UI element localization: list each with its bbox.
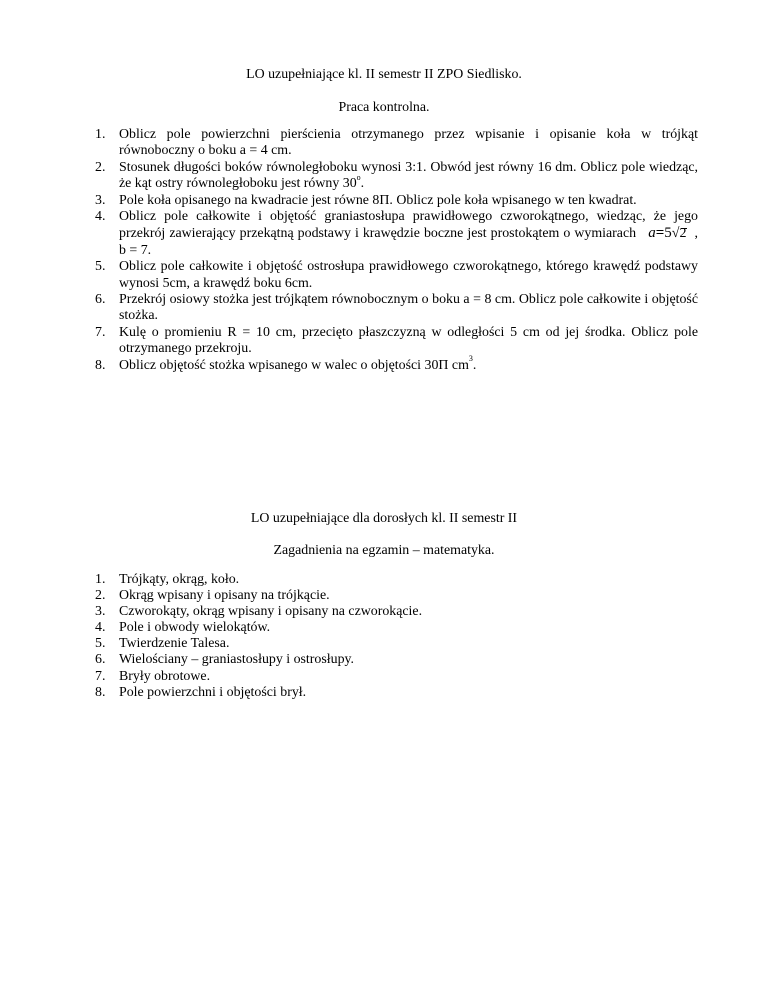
section2-title: Zagadnienia na egzamin – matematyka. xyxy=(273,543,495,558)
item-text: Stosunek długości boków równoległoboku wynosi 3:1. Obwód jest równy 16 dm. Oblicz pole wiedząc, że kąt ostry równoległoboku jest równy 30$^o$. xyxy=(119,159,698,192)
item-text: Oblicz pole całkowite i objętość graniastosłupa prawidłowego czworokątnego, wiedząc, że jego przekrój zawierający przekątną podstawy i krawędzie boczne jest prostokątem o wymiarach a=5√ 2 , b = 7. xyxy=(119,209,698,258)
list-item xyxy=(95,604,698,620)
cube-superscript: 3 xyxy=(468,354,473,364)
list-item xyxy=(95,669,698,685)
item-text: Przekrój osiowy stożka jest trójkątem równobocznym o boku a = 8 cm. Oblicz pole całkowite i objętość stożka. xyxy=(119,292,698,324)
item-number: 7. xyxy=(95,324,106,340)
item-number: 2. xyxy=(95,159,106,175)
item-number: 2. xyxy=(95,588,106,604)
list-item xyxy=(95,127,698,160)
item-text: Pole koła opisanego na kwadracie jest równe 8Π. Oblicz pole koła wpisanego w ten kwadrat. xyxy=(119,192,637,208)
list-item xyxy=(95,325,698,358)
item-number: 5. xyxy=(95,259,106,275)
list-item xyxy=(95,209,698,259)
item-number: 1. xyxy=(95,127,106,142)
exam-topics-list xyxy=(95,572,698,701)
item-text: Wielościany – graniastosłupy i ostrosłupy. xyxy=(119,652,355,668)
item-text: Bryły obrotowe. xyxy=(119,668,211,684)
item-text: Oblicz pole powierzchni pierścienia otrzymanego przez wpisanie i opisanie koła w trójkąt równoboczny o boku a = 4 cm. xyxy=(119,127,698,159)
item-text: Pole i obwody wielokątów. xyxy=(119,620,271,636)
list-item xyxy=(95,193,698,209)
list-item xyxy=(95,292,698,325)
square-root-symbol: √ 2 xyxy=(671,226,687,242)
list-item xyxy=(95,572,698,588)
item-text: Trójkąty, okrąg, koło. xyxy=(119,572,240,587)
item-number: 4. xyxy=(95,209,106,225)
list-item xyxy=(95,652,698,668)
list-item xyxy=(95,685,698,701)
item-text: Oblicz pole całkowite i objętość ostrosłupa prawidłowego czworokątnego, którego krawędź podstawy wynosi 5cm, a krawędź boku 6cm. xyxy=(119,259,698,291)
section1-title: Praca kontrolna. xyxy=(338,100,430,115)
item-text: Okrąg wpisany i opisany na trójkącie. xyxy=(119,588,330,604)
assignment-list xyxy=(95,127,698,374)
list-item xyxy=(95,620,698,636)
item-number: 1. xyxy=(95,572,106,587)
item-number: 3. xyxy=(95,604,106,620)
degree-superscript: o xyxy=(356,172,361,182)
list-item xyxy=(95,160,698,193)
list-item xyxy=(95,588,698,604)
item-number: 6. xyxy=(95,652,106,668)
item-number: 3. xyxy=(95,192,106,208)
section1-header: LO uzupełniające kl. II semestr II ZPO Siedlisko. xyxy=(246,67,522,82)
item-number: 8. xyxy=(95,684,106,700)
item-text: Czworokąty, okrąg wpisany i opisany na czworokącie. xyxy=(119,604,423,620)
list-item xyxy=(95,636,698,652)
item-text: Twierdzenie Talesa. xyxy=(119,636,230,652)
item-number: 8. xyxy=(95,357,106,373)
item-number: 6. xyxy=(95,292,106,308)
list-item xyxy=(95,354,698,374)
list-item xyxy=(95,259,698,292)
math-formula: a=5√ 2 xyxy=(648,225,687,242)
item-text: Kulę o promieniu R = 10 cm, przecięto płaszczyzną w odległości 5 cm od jej środka. Oblicz pole otrzymanego przekroju. xyxy=(119,324,698,357)
item-number: 4. xyxy=(95,620,106,636)
item-text: Oblicz objętość stożka wpisanego w walec o objętości 30Π $cm^3$. xyxy=(119,354,477,373)
item-text: Pole powierzchni i objętości brył. xyxy=(119,684,307,700)
item-number: 5. xyxy=(95,636,106,652)
section2-header: LO uzupełniające dla dorosłych kl. II semestr II xyxy=(250,511,518,526)
item-number: 7. xyxy=(95,668,106,684)
